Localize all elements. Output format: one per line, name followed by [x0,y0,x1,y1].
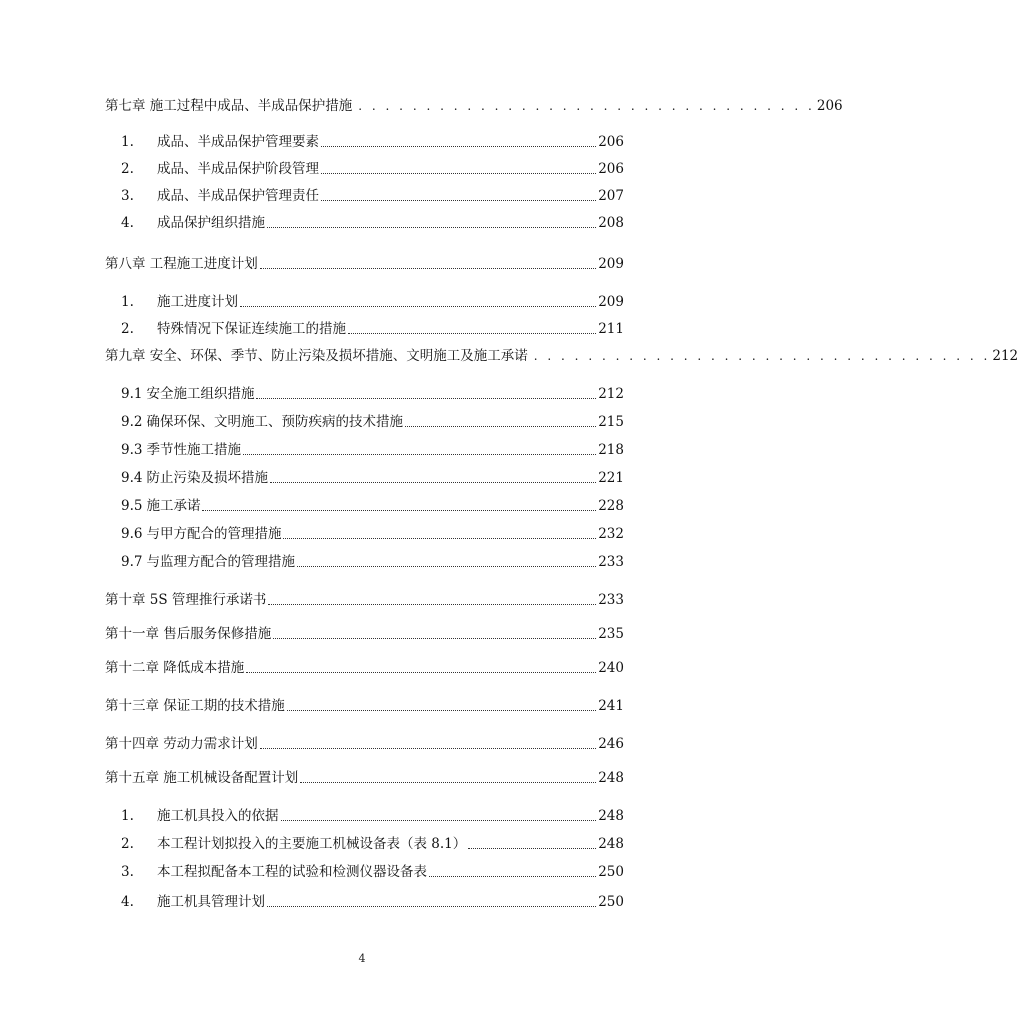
toc-entry-number: 9.5 [121,498,143,514]
toc-entry-title: 第九章 安全、环保、季节、防止污染及损坏措施、文明施工及施工承诺 [105,348,528,364]
toc-page-number: 233 [598,554,624,570]
toc-section-entry[interactable] [105,548,624,570]
toc-dot-leader [240,305,596,307]
toc-entry-number: 4. [121,894,134,910]
toc-chapter-entry[interactable] [105,730,624,752]
toc-page-number: 206 [598,161,624,177]
toc-dot-leader [202,509,596,511]
toc-entry-number: 1. [121,294,134,310]
toc-entry-title: 第七章 施工过程中成品、半成品保护措施 [105,98,353,114]
toc-entry-number: 3. [121,864,134,880]
toc-entry-number: 2. [121,321,134,337]
toc-section-entry[interactable] [105,888,624,910]
toc-page-number: 206 [816,98,843,114]
toc-entry-number: 1. [121,134,134,150]
toc-page-number: 241 [598,698,624,714]
toc-dot-leader [300,781,596,783]
toc-entry-title: 本工程拟配备本工程的试验和检测仪器设备表 [157,864,427,880]
toc-dot-leader [321,172,596,174]
toc-section-entry[interactable] [105,182,624,204]
toc-page-number: 250 [598,894,624,910]
toc-entry-title: 第八章 工程施工进度计划 [105,256,258,272]
toc-dot-leader [283,537,596,539]
page-number: 4 [358,952,366,965]
toc-section-entry[interactable] [105,492,624,514]
toc-page-number: 228 [598,498,624,514]
toc-entry-title: 成品、半成品保护管理责任 [157,188,319,204]
toc-chapter-entry[interactable] [105,250,624,272]
toc-page-number: 206 [598,134,624,150]
toc-section-entry[interactable] [105,288,624,310]
toc-dot-leader [267,226,596,228]
toc-page-number: 209 [598,294,624,310]
toc-page-number: 207 [598,188,624,204]
toc-entry-title: 施工机具投入的依据 [157,808,279,824]
toc-dot-leader [468,847,596,849]
toc-dot-leader: . . . . . . . . . . . . . . . . . . . . . . . . . . . . . . . . . . [533,349,991,363]
toc-dot-leader [429,875,596,877]
toc-dot-leader [273,637,596,639]
toc-page-number: 248 [598,770,624,786]
toc-page-number: 240 [598,660,624,676]
toc-entry-title: 成品保护组织措施 [157,215,265,231]
toc-entry-number: 9.1 [121,386,143,402]
toc-chapter-entry[interactable] [105,92,843,114]
toc-dot-leader [260,267,596,269]
toc-chapter-entry[interactable] [105,764,624,786]
toc-page-number: 232 [598,526,624,542]
toc-page-number: 208 [598,215,624,231]
toc-section-entry[interactable] [105,380,624,402]
toc-entry-title: 与甲方配合的管理措施 [146,526,282,542]
toc-section-entry[interactable] [105,155,624,177]
toc-entry-title: 施工机具管理计划 [157,894,265,910]
toc-entry-title: 安全施工组织措施 [146,386,255,402]
toc-page-number: 246 [598,736,624,752]
toc-page-number: 221 [598,470,624,486]
toc-entry-title: 成品、半成品保护阶段管理 [157,161,319,177]
toc-entry-number: 9.7 [121,554,143,570]
toc-entry-number: 9.3 [121,442,143,458]
toc-chapter-entry[interactable] [105,620,624,642]
toc-dot-leader [321,145,596,147]
toc-page-number: 212 [598,386,624,402]
toc-entry-title: 第十四章 劳动力需求计划 [105,736,258,752]
toc-chapter-entry[interactable] [105,654,624,676]
toc-page-number: 212 [992,348,1018,364]
toc-section-entry[interactable] [105,209,624,231]
toc-page-number: 215 [598,414,624,430]
toc-entry-title: 本工程计划拟投入的主要施工机械设备表（表 8.1） [157,836,467,852]
toc-page-number: 250 [598,864,624,880]
toc-dot-leader [260,747,596,749]
toc-entry-title: 确保环保、文明施工、预防疾病的技术措施 [146,414,403,430]
toc-dot-leader: . . . . . . . . . . . . . . . . . . . . . . . . . . . . . . . . . . [358,99,815,113]
toc-page-number: 248 [598,836,624,852]
toc-entry-title: 防止污染及损坏措施 [146,470,268,486]
toc-entry-title: 季节性施工措施 [146,442,241,458]
toc-dot-leader [297,565,596,567]
toc-section-entry[interactable] [105,436,624,458]
toc-dot-leader [281,819,597,821]
toc-entry-number: 1. [121,808,134,824]
toc-entry-title: 施工进度计划 [157,294,238,310]
toc-entry-title: 第十五章 施工机械设备配置计划 [105,770,299,786]
toc-dot-leader [321,199,596,201]
toc-dot-leader [243,453,596,455]
toc-entry-number: 2. [121,836,134,852]
toc-page-number: 233 [598,592,624,608]
toc-chapter-entry[interactable] [105,586,624,608]
toc-page-number: 235 [598,626,624,642]
toc-entry-title: 成品、半成品保护管理要素 [157,134,319,150]
toc-dot-leader [246,671,596,673]
toc-entry-number: 9.6 [121,526,143,542]
toc-page-number: 248 [598,808,624,824]
toc-dot-leader [405,425,596,427]
toc-section-entry[interactable] [105,858,624,880]
toc-entry-number: 2. [121,161,134,177]
toc-entry-number: 9.2 [121,414,143,430]
toc-section-entry[interactable] [105,830,624,852]
toc-dot-leader [256,397,596,399]
toc-entry-number: 9.4 [121,470,143,486]
toc-dot-leader [270,481,596,483]
toc-dot-leader [348,332,596,334]
toc-entry-title: 第十一章 售后服务保修措施 [105,626,272,642]
toc-entry-title: 第十二章 降低成本措施 [105,660,245,676]
toc-entry-title: 与监理方配合的管理措施 [146,554,295,570]
toc-entry-title: 施工承诺 [146,498,201,514]
toc-section-entry[interactable] [105,520,624,542]
toc-entry-title: 特殊情况下保证连续施工的措施 [157,321,346,337]
toc-entry-number: 4. [121,215,134,231]
toc-dot-leader [287,709,596,711]
toc-entry-title: 第十章 5S 管理推行承诺书 [105,592,267,608]
toc-chapter-entry[interactable] [105,342,1018,364]
toc-entry-title: 第十三章 保证工期的技术措施 [105,698,285,714]
toc-page-number: 218 [598,442,624,458]
toc-section-entry[interactable] [105,315,624,337]
toc-section-entry[interactable] [105,408,624,430]
toc-entry-number: 3. [121,188,134,204]
toc-section-entry[interactable] [105,802,624,824]
toc-dot-leader [267,905,596,907]
toc-section-entry[interactable] [105,464,624,486]
toc-section-entry[interactable] [105,128,624,150]
toc-page-number: 209 [598,256,624,272]
toc-dot-leader [268,603,596,605]
toc-page-number: 211 [598,321,624,337]
toc-chapter-entry[interactable] [105,692,624,714]
